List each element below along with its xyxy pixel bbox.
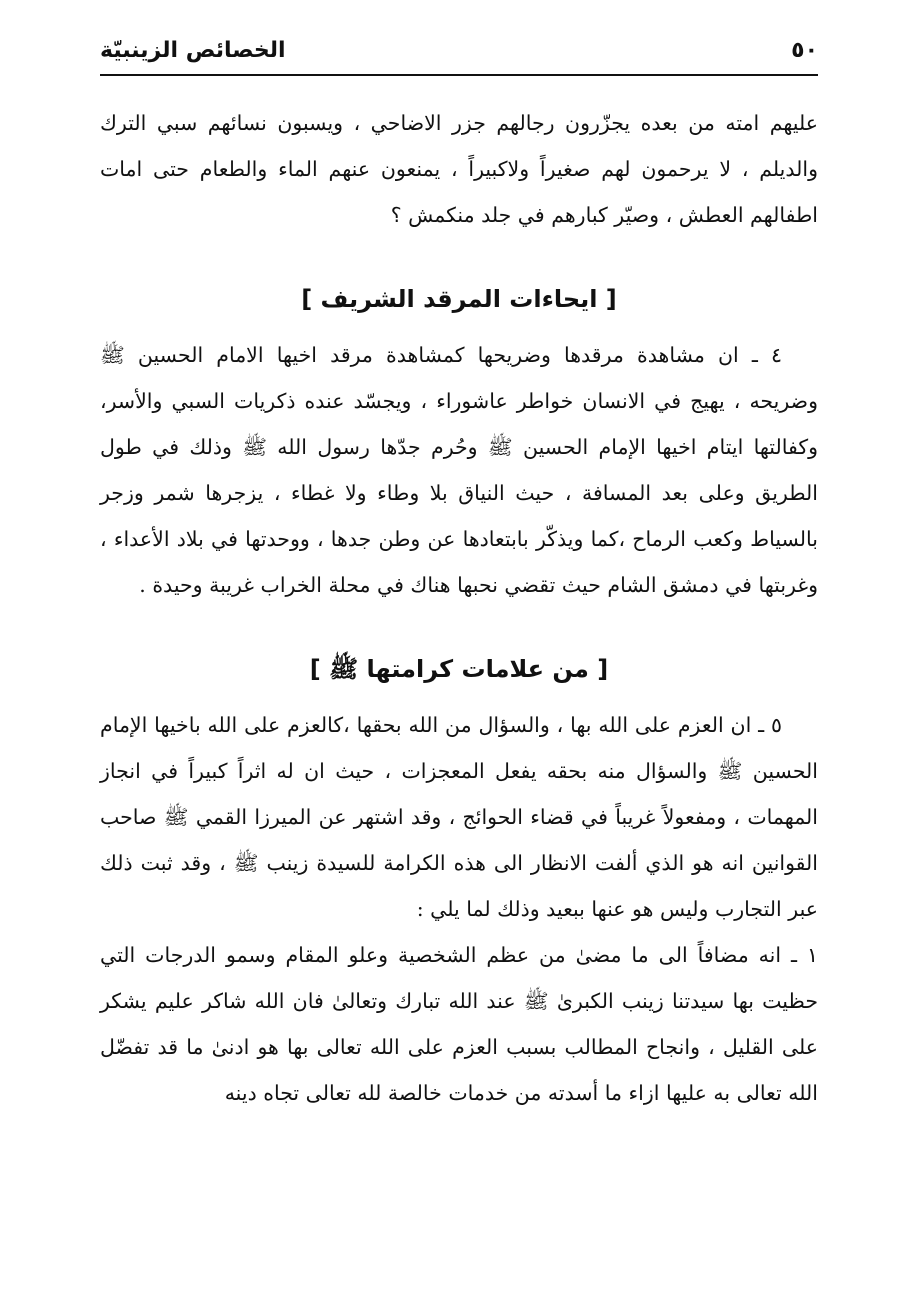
header-divider: [100, 74, 818, 76]
spacer: [100, 692, 818, 702]
spacer: [100, 322, 818, 332]
paragraph-continuation: عليهم امته من بعده يجزّرون رجالهم جزر الاضاحي ، ويسبون نسائهم سبي الترك والديلم ، لا يرحمون لهم صغيراً ولاكبيراً ، يمنعون عنهم الماء والطعام حتى امات اطفالهم العطش ، وصيّر كبارهم في جلد منكمش ؟: [100, 111, 818, 227]
section-heading-miracles: [ من علامات كرامتها ﷺ ]: [309, 655, 609, 683]
paragraph-subpoint-1: ١ ـ انه مضافاً الى ما مضىٰ من عظم الشخصية وعلو المقام وسمو الدرجات التي حظيت بها سيدتنا زينب الكبرىٰ ﷺ عند الله تبارك وتعالىٰ فان الله شاكر عليم يشكر على القليل ، وانجاح المطالب بسبب العزم على الله تعالى بها هو ادنىٰ ما قد تفضّل الله تعالى به عليها ازاء ما أسدته من خدمات خالصة لله تعالى تجاه دينه: [100, 943, 818, 1105]
spacer: [100, 238, 818, 276]
page-body: [100, 100, 818, 1116]
paragraph-point-4: ٤ ـ ان مشاهدة مرقدها وضريحها كمشاهدة مرقد اخيها الامام الحسين ﷺ وضريحه ، يهيج في الانسان خواطر عاشوراء ، ويجسّد عنده ذكريات السبي والأسر، وكفالتها ايتام اخيها الإمام الحسين ﷺ وحُرم جدّها رسول الله ﷺ وذلك في طول الطريق وعلى بعد المسافة ، حيث النياق بلا وطاء ولا غطاء ، يزجرها شمر وزجر بالسياط وكعب الرماح ،كما ويذكّر بابتعادها عن وطن جدها ، ووحدتها في بلاد الأعداء ، وغربتها في دمشق الشام حيث تقضي نحبها هناك في محلة الخراب غريبة وحيدة .: [100, 343, 818, 597]
page-number: ٥٠: [791, 37, 818, 63]
section-heading-shrine: [ ايحاءات المرقد الشريف ]: [301, 285, 617, 313]
page-header: [100, 30, 818, 70]
paragraph-point-5: ٥ ـ ان العزم على الله بها ، والسؤال من الله بحقها ،كالعزم على الله باخيها الإمام الحسين ﷺ والسؤال منه بحقه يفعل المعجزات ، حيث ان له اثراً كبيراً في انجاز المهمات ، ومفعولاً غريباً في قضاء الحوائج ، وقد اشتهر عن الميرزا القمي ﷺ صاحب القوانين انه هو الذي ألفت الانظار الى هذه الكرامة للسيدة زينب ﷺ ، وقد ثبت ذلك عبر التجارب وليس هو عنها ببعيد وذلك لما يلي :: [100, 713, 818, 921]
running-title: الخصائص الزينبيّة: [100, 37, 286, 63]
spacer: [100, 608, 818, 646]
